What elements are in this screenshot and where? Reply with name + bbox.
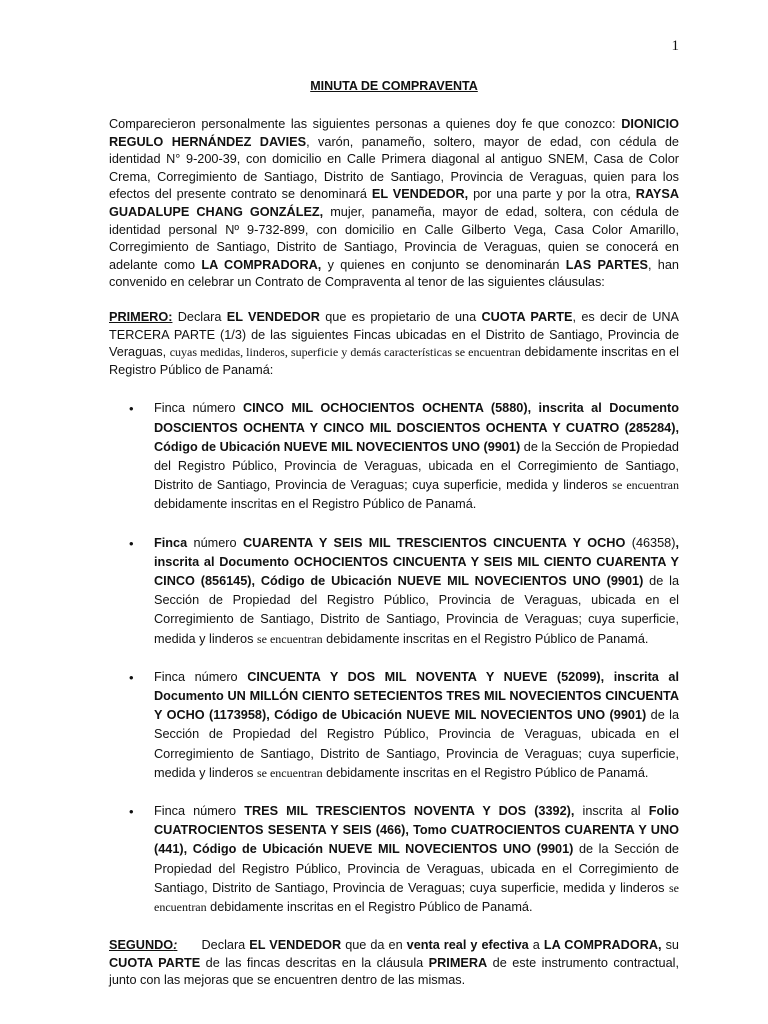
list-item	[109, 534, 679, 649]
clause-text: debidamente inscritas en el Registro Público de Panamá:	[109, 345, 679, 377]
finca-text: de la Sección de Propiedad del Registro Público, Provincia de Veraguas, ubicada en el Corregimiento de Santiago, Distrito de Santiago, Provincia de Veraguas; cuya superficie, medida y linderos	[154, 708, 680, 780]
finca-serif-text: se encuentran	[256, 765, 323, 780]
intro-text: por una parte y por la otra,	[468, 187, 636, 202]
finca-details: , inscrita al Documento OCHOCIENTOS CINCUENTA Y SEIS MIL CIENTO CUARENTA Y CINCO (856145), Código de Ubicación NUEVE MIL NOVECIENTOS UNO (9901)	[154, 535, 679, 588]
buyer-name: RAYSA GUADALUPE CHANG GONZÁLEZ,	[109, 187, 679, 219]
finca-details: CINCO MIL OCHOCIENTOS OCHENTA (5880), inscrita al Documento DOSCIENTOS OCHENTA Y CINCO MIL DOSCIENTOS OCHENTA Y CUATRO (285284), Código de Ubicación NUEVE MIL NOVECIENTOS UNO (9901)	[154, 401, 679, 454]
buyer-term: LA COMPRADORA,	[543, 938, 662, 953]
seller-term: EL VENDEDOR	[226, 309, 320, 324]
finca-text: de la Sección de Propiedad del Registro Público, Provincia de Veraguas, ubicada en el Corregimiento de Santiago, Distrito de Santiago, Provincia de Veraguas; cuya superficie, medida y linderos	[154, 573, 680, 646]
buyer-role: LA COMPRADORA,	[201, 257, 322, 272]
finca-text: inscrita al	[574, 803, 649, 818]
seller-term: EL VENDEDOR	[249, 938, 342, 953]
clause-text: su	[661, 938, 679, 953]
cuota-term: CUOTA PARTE	[481, 309, 573, 324]
clause-segundo	[109, 937, 679, 990]
intro-text: mujer, panameña, mayor de edad, soltera, con cédula de identidad personal Nº 9-732-899, con domicilio en Calle Gilberto Vega, Casa Color Amarillo, Corregimiento de Santiago, Distrito de Santiago, Provincia de Veraguas, quien se conocerá en adelante como	[109, 204, 679, 272]
document-body	[109, 116, 679, 990]
finca-serif-text: se encuentran	[612, 478, 679, 493]
document-title: MINUTA DE COMPRAVENTA	[310, 79, 478, 93]
finca-text: de la Sección de Propiedad del Registro Público, Provincia de Veraguas, ubicada en el Corregimiento de Santiago, Distrito de Santiago, Provincia de Veraguas; cuya superficie, medida y linderos	[154, 439, 679, 493]
seller-name: DIONICIO REGULO HERNÁNDEZ DAVIES	[109, 117, 679, 149]
intro-text: y quienes en conjunto se denominarán	[321, 257, 566, 272]
clause-text: de las fincas descritas en la cláusula	[200, 955, 429, 970]
clause-text: de este instrumento contractual, junto con las mejoras que se encuentren dentro de las mismas.	[109, 955, 679, 988]
clause-label-colon: :	[173, 938, 178, 953]
clause-text: , es decir de UNA TERCERA PARTE (1/3) de las siguientes Fincas ubicadas en el Distrito de Santiago, Provincia de Veraguas,	[109, 309, 679, 360]
list-item	[109, 399, 679, 514]
finca-text: debidamente inscritas en el Registro Público de Panamá.	[322, 631, 649, 646]
clause-text: a	[528, 938, 544, 953]
clause-text: que es propietario de una	[319, 309, 482, 324]
finca-text: Finca número	[154, 803, 245, 818]
fincas-list	[109, 399, 679, 917]
finca-text: debidamente inscritas en el Registro Público de Panamá.	[154, 497, 477, 512]
finca-serif-text: se encuentran	[154, 880, 679, 914]
clause-text: que da en	[341, 938, 407, 953]
page-number: 1	[671, 38, 679, 54]
seller-role: EL VENDEDOR,	[371, 187, 469, 202]
finca-label: Finca	[154, 535, 188, 550]
finca-text: debidamente inscritas en el Registro Público de Panamá.	[322, 765, 649, 780]
finca-number: (46358)	[625, 535, 676, 550]
clause-primero	[109, 309, 679, 379]
clause-label: PRIMERO:	[109, 309, 173, 324]
intro-text: , varón, panameño, soltero, mayor de edad, con cédula de identidad N° 9-200-39, con domicilio en Calle Primera diagonal al antiguo SNEM, Casa de Color Crema, Corregimiento de Santiago, Distrito de Santiago, Provincia de Veraguas, quien para los efectos del presente contrato se denominará	[109, 134, 679, 202]
finca-text: Finca número	[154, 669, 248, 684]
venta-term: venta real y efectiva	[406, 938, 529, 953]
finca-details: CUARENTA Y SEIS MIL TRESCIENTOS CINCUENTA Y OCHO	[242, 535, 626, 550]
list-item	[109, 802, 679, 917]
intro-text: Comparecieron personalmente las siguientes personas a quienes doy fe que conozco:	[109, 117, 622, 131]
parties-term: LAS PARTES	[565, 257, 648, 272]
clause-label: SEGUNDO	[109, 938, 174, 953]
intro-text: , han convenido en celebrar un Contrato de Compraventa al tenor de las siguientes cláusulas:	[109, 257, 679, 290]
finca-text: de la Sección de Propiedad del Registro Público, Provincia de Veraguas, ubicada en el Corregimiento de Santiago, Distrito de Santiago, Provincia de Veraguas; cuya superficie, medida y linderos	[154, 842, 679, 895]
finca-text: número	[187, 535, 243, 550]
finca-details: TRES MIL TRESCIENTOS NOVENTA Y DOS (3392),	[244, 803, 575, 818]
finca-details: Folio CUATROCIENTOS SESENTA Y SEIS (466), Tomo CUATROCIENTOS CUARENTA Y UNO (441), Código de Ubicación NUEVE MIL NOVECIENTOS UNO (9901)	[154, 803, 680, 857]
cuota-term: CUOTA PARTE	[109, 955, 201, 970]
clause-text: Declara	[172, 309, 227, 324]
finca-text: Finca número	[154, 401, 243, 416]
finca-details: CINCUENTA Y DOS MIL NOVENTA Y NUEVE (52099), inscrita al Documento UN MILLÓN CIENTO SETECIENTOS TRES MIL NOVECIENTOS CINCUENTA Y OCHO (1173958), Código de Ubicación NUEVE MIL NOVECIENTOS UNO (9901)	[154, 669, 680, 723]
list-item	[109, 668, 679, 783]
finca-text: debidamente inscritas en el Registro Público de Panamá.	[206, 899, 533, 914]
clause-text: Declara	[177, 938, 250, 953]
intro-paragraph	[109, 116, 679, 292]
clause-serif-text: cuyas medidas, linderos, superficie y demás características se encuentran	[169, 345, 521, 360]
primera-term: PRIMERA	[428, 955, 488, 970]
finca-serif-text: se encuentran	[256, 631, 323, 646]
